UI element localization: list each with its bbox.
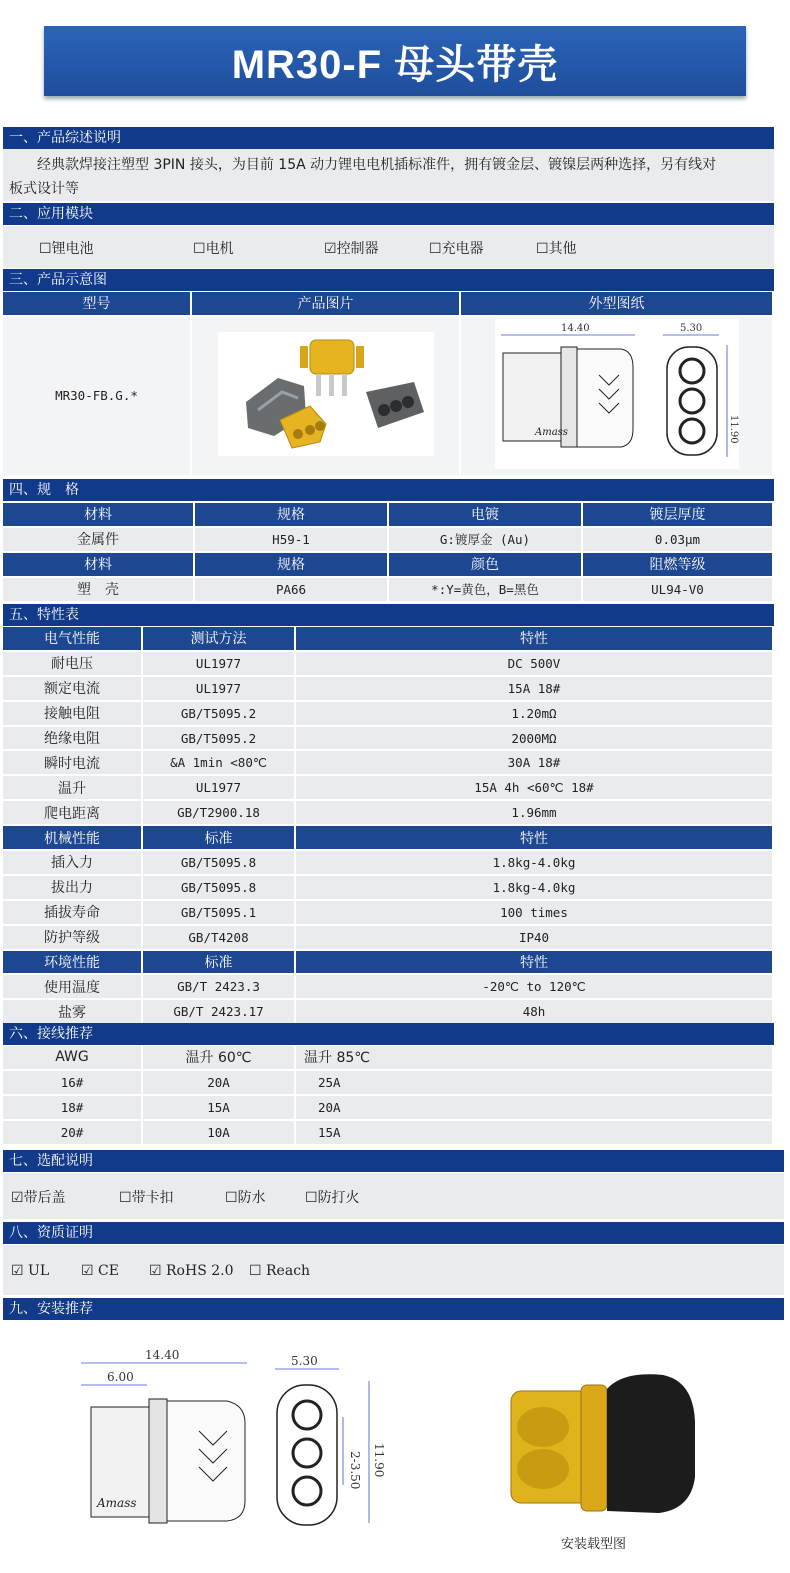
char-header: 标准 xyxy=(143,826,296,851)
char-cell: GB/T5095.8 xyxy=(143,851,296,876)
char-cell: GB/T5095.8 xyxy=(143,876,296,901)
spec-header: 阻燃等级 xyxy=(583,553,774,578)
char-cell: GB/T2900.18 xyxy=(143,801,296,826)
dim-length-label: 14.40 xyxy=(560,323,590,335)
diagram-table xyxy=(3,292,774,477)
cert-ce: ☑ CE xyxy=(81,1263,119,1279)
char-cell: 48h xyxy=(296,1000,774,1025)
wiring-header: AWG xyxy=(3,1046,143,1071)
applications-list xyxy=(3,226,774,268)
spec-header: 规格 xyxy=(195,553,389,578)
char-cell: DC 500V xyxy=(296,652,774,677)
char-cell: 绝缘电阻 xyxy=(3,727,143,752)
char-cell: 15A 18# xyxy=(296,677,774,702)
section-header-characteristics: 五、特性表 xyxy=(3,604,774,626)
cert-rohs: ☑ RoHS 2.0 xyxy=(149,1263,234,1279)
spec-cell: G:镀厚金 (Au) xyxy=(389,528,583,553)
option-snap: ☐带卡扣 xyxy=(119,1190,174,1206)
page-title: MR30-F 母头带壳 xyxy=(44,26,746,96)
overview-line-2: 板式设计等 xyxy=(9,181,79,197)
char-cell: 插拔寿命 xyxy=(3,901,143,926)
char-cell: GB/T5095.2 xyxy=(143,702,296,727)
application-battery: ☐锂电池 xyxy=(39,241,94,257)
specs-table xyxy=(3,503,774,603)
outline-drawing-cell xyxy=(461,317,774,477)
char-cell: IP40 xyxy=(296,926,774,951)
spec-header: 规格 xyxy=(195,503,389,528)
char-cell: -20℃ to 120℃ xyxy=(296,975,774,1000)
spec-header: 电镀 xyxy=(389,503,583,528)
char-header: 标准 xyxy=(143,951,296,976)
char-cell: 额定电流 xyxy=(3,677,143,702)
char-cell: &A 1min <80℃ xyxy=(143,751,296,776)
char-cell: 15A 4h <60℃ 18# xyxy=(296,776,774,801)
diagram-header-photo: 产品图片 xyxy=(192,292,461,317)
section-header-applications: 二、应用模块 xyxy=(3,203,774,225)
char-cell: 2000MΩ xyxy=(296,727,774,752)
install-dim-pitch: 2-3.50 xyxy=(348,1451,362,1490)
char-header: 电气性能 xyxy=(3,627,143,652)
application-charger: ☐充电器 xyxy=(429,241,484,257)
installation-drawing xyxy=(77,1347,397,1537)
section-header-options: 七、选配说明 xyxy=(3,1150,784,1172)
dim-height-label: 11.90 xyxy=(727,415,739,445)
outline-drawing xyxy=(495,319,739,469)
spec-header: 材料 xyxy=(3,503,195,528)
wiring-header: 温升 60℃ xyxy=(143,1046,296,1071)
char-cell: 100 times xyxy=(296,901,774,926)
char-cell: 30A 18# xyxy=(296,751,774,776)
spec-header: 材料 xyxy=(3,553,195,578)
section-header-specs: 四、规 格 xyxy=(3,479,774,501)
product-photo xyxy=(218,332,434,456)
wiring-table xyxy=(3,1046,774,1146)
product-photo-cell xyxy=(192,317,461,477)
char-cell: 使用温度 xyxy=(3,975,143,1000)
wiring-cell: 15A xyxy=(143,1096,296,1121)
char-cell: 1.8kg-4.0kg xyxy=(296,851,774,876)
char-cell: 1.8kg-4.0kg xyxy=(296,876,774,901)
char-cell: 接触电阻 xyxy=(3,702,143,727)
wiring-cell: 20A xyxy=(296,1096,774,1121)
application-other: ☐其他 xyxy=(536,241,577,257)
option-back-cover: ☑带后盖 xyxy=(11,1190,66,1206)
char-cell: 耐电压 xyxy=(3,652,143,677)
characteristics-table xyxy=(3,627,774,1025)
overview-line-1: 经典款焊接注塑型 3PIN 接头，为目前 15A 动力锂电电机插标准件，拥有镀金层、镀镍层两种选择，另有线对 xyxy=(37,157,717,173)
char-cell: 爬电距离 xyxy=(3,801,143,826)
application-motor: ☐电机 xyxy=(193,241,234,257)
cert-reach: ☐ Reach xyxy=(249,1263,311,1279)
cert-ul: ☑ UL xyxy=(11,1263,50,1279)
spec-cell: PA66 xyxy=(195,578,389,603)
spec-cell: 塑 壳 xyxy=(3,578,195,603)
overview-text xyxy=(3,149,774,201)
char-cell: 温升 xyxy=(3,776,143,801)
spec-header: 颜色 xyxy=(389,553,583,578)
installation-caption: 安装载型图 xyxy=(561,1537,627,1552)
brand-mark: Amass xyxy=(534,427,568,439)
wiring-cell: 10A xyxy=(143,1121,296,1146)
char-cell: GB/T5095.1 xyxy=(143,901,296,926)
options-list xyxy=(3,1173,784,1219)
model-number: MR30-FB.G.* xyxy=(3,317,192,477)
char-header: 测试方法 xyxy=(143,627,296,652)
spec-header: 镀层厚度 xyxy=(583,503,774,528)
application-controller: ☑控制器 xyxy=(324,241,379,257)
section-header-overview: 一、产品综述说明 xyxy=(3,127,774,149)
char-cell: UL1977 xyxy=(143,677,296,702)
char-cell: UL1977 xyxy=(143,776,296,801)
char-cell: 防护等级 xyxy=(3,926,143,951)
spec-cell: 0.03μm xyxy=(583,528,774,553)
spec-cell: 金属件 xyxy=(3,528,195,553)
option-waterproof: ☐防水 xyxy=(225,1190,266,1206)
wiring-cell: 16# xyxy=(3,1071,143,1096)
char-cell: GB/T4208 xyxy=(143,926,296,951)
wiring-cell: 20A xyxy=(143,1071,296,1096)
wiring-header: 温升 85℃ xyxy=(296,1046,774,1071)
install-dim-depth: 6.00 xyxy=(107,1370,134,1384)
wiring-cell: 25A xyxy=(296,1071,774,1096)
char-header: 特性 xyxy=(296,951,774,976)
diagram-header-drawing: 外型图纸 xyxy=(461,292,774,317)
spec-cell: *:Y=黄色，B=黑色 xyxy=(389,578,583,603)
diagram-header-model: 型号 xyxy=(3,292,192,317)
spec-cell: H59-1 xyxy=(195,528,389,553)
section-header-certifications: 八、资质证明 xyxy=(3,1222,784,1244)
char-header: 机械性能 xyxy=(3,826,143,851)
char-header: 特性 xyxy=(296,627,774,652)
char-cell: UL1977 xyxy=(143,652,296,677)
option-anti-spark: ☐防打火 xyxy=(305,1190,360,1206)
char-cell: GB/T 2423.17 xyxy=(143,1000,296,1025)
char-cell: 拔出力 xyxy=(3,876,143,901)
char-cell: 盐雾 xyxy=(3,1000,143,1025)
char-header: 特性 xyxy=(296,826,774,851)
section-header-installation: 九、安装推荐 xyxy=(3,1298,784,1320)
section-header-diagram: 三、产品示意图 xyxy=(3,269,774,291)
char-cell: 插入力 xyxy=(3,851,143,876)
char-header: 环境性能 xyxy=(3,951,143,976)
char-cell: GB/T 2423.3 xyxy=(143,975,296,1000)
wiring-cell: 20# xyxy=(3,1121,143,1146)
wiring-cell: 15A xyxy=(296,1121,774,1146)
char-cell: 瞬时电流 xyxy=(3,751,143,776)
section-header-wiring: 六、接线推荐 xyxy=(3,1023,774,1045)
install-dim-width: 5.30 xyxy=(291,1354,318,1368)
spec-cell: UL94-V0 xyxy=(583,578,774,603)
installation-area xyxy=(3,1321,784,1561)
certifications-list xyxy=(3,1245,784,1295)
char-cell: GB/T5095.2 xyxy=(143,727,296,752)
install-brand-mark: Amass xyxy=(97,1496,137,1510)
install-dim-height: 11.90 xyxy=(372,1443,386,1478)
char-cell: 1.96mm xyxy=(296,801,774,826)
char-cell: 1.20mΩ xyxy=(296,702,774,727)
dim-width-label: 5.30 xyxy=(679,323,702,335)
install-dim-length: 14.40 xyxy=(145,1348,180,1362)
installation-render xyxy=(503,1361,703,1521)
wiring-cell: 18# xyxy=(3,1096,143,1121)
